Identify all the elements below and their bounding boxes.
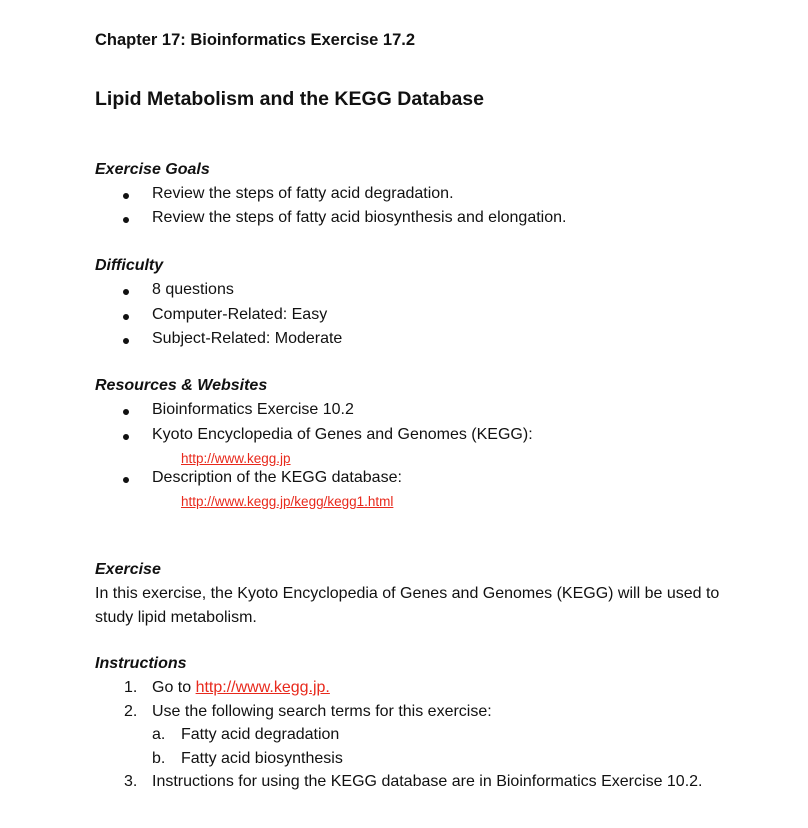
difficulty-item: Subject-Related: Moderate bbox=[152, 330, 343, 347]
step-number: 1. bbox=[124, 679, 138, 696]
kegg-step-link[interactable]: http://www.kegg.jp. bbox=[195, 679, 330, 696]
step-item: Use the following search terms for this exercise: bbox=[152, 703, 492, 720]
step-number: 2. bbox=[124, 703, 138, 720]
bullet-icon bbox=[123, 314, 129, 320]
goals-item: Review the steps of fatty acid biosynthesis and elongation. bbox=[152, 209, 567, 226]
bullet-icon bbox=[123, 409, 129, 415]
substep-letter: b. bbox=[152, 750, 166, 767]
exercise-text-line: In this exercise, the Kyoto Encyclopedia of Genes and Genomes (KEGG) will be used to bbox=[95, 585, 720, 602]
instructions-heading: Instructions bbox=[95, 655, 187, 672]
difficulty-item: 8 questions bbox=[152, 281, 234, 298]
bullet-icon bbox=[123, 477, 129, 483]
goals-heading: Exercise Goals bbox=[95, 161, 210, 178]
substep-item: Fatty acid biosynthesis bbox=[181, 750, 343, 767]
page-title: Lipid Metabolism and the KEGG Database bbox=[95, 88, 484, 110]
resources-item: Bioinformatics Exercise 10.2 bbox=[152, 401, 354, 418]
bullet-icon bbox=[123, 434, 129, 440]
kegg-link[interactable]: http://www.kegg.jp bbox=[181, 451, 291, 466]
bullet-icon bbox=[123, 217, 129, 223]
step-number: 3. bbox=[124, 773, 138, 790]
resources-item: Description of the KEGG database: bbox=[152, 469, 402, 486]
resources-heading: Resources & Websites bbox=[95, 377, 268, 394]
substep-letter: a. bbox=[152, 726, 166, 743]
bullet-icon bbox=[123, 338, 129, 344]
exercise-heading: Exercise bbox=[95, 561, 161, 578]
exercise-text-line: study lipid metabolism. bbox=[95, 609, 257, 626]
step-text: Go to bbox=[152, 679, 196, 696]
goals-item: Review the steps of fatty acid degradation. bbox=[152, 185, 454, 202]
difficulty-item: Computer-Related: Easy bbox=[152, 306, 328, 323]
kegg-description-link[interactable]: http://www.kegg.jp/kegg/kegg1.html bbox=[181, 494, 394, 509]
bullet-icon bbox=[123, 289, 129, 295]
substep-item: Fatty acid degradation bbox=[181, 726, 340, 743]
step-item bbox=[152, 679, 330, 697]
chapter-title: Chapter 17: Bioinformatics Exercise 17.2 bbox=[95, 31, 416, 49]
bullet-icon bbox=[123, 193, 129, 199]
step-item: Instructions for using the KEGG database are in Bioinformatics Exercise 10.2. bbox=[152, 773, 703, 790]
difficulty-heading: Difficulty bbox=[95, 257, 164, 274]
resources-item: Kyoto Encyclopedia of Genes and Genomes (KEGG): bbox=[152, 426, 533, 443]
